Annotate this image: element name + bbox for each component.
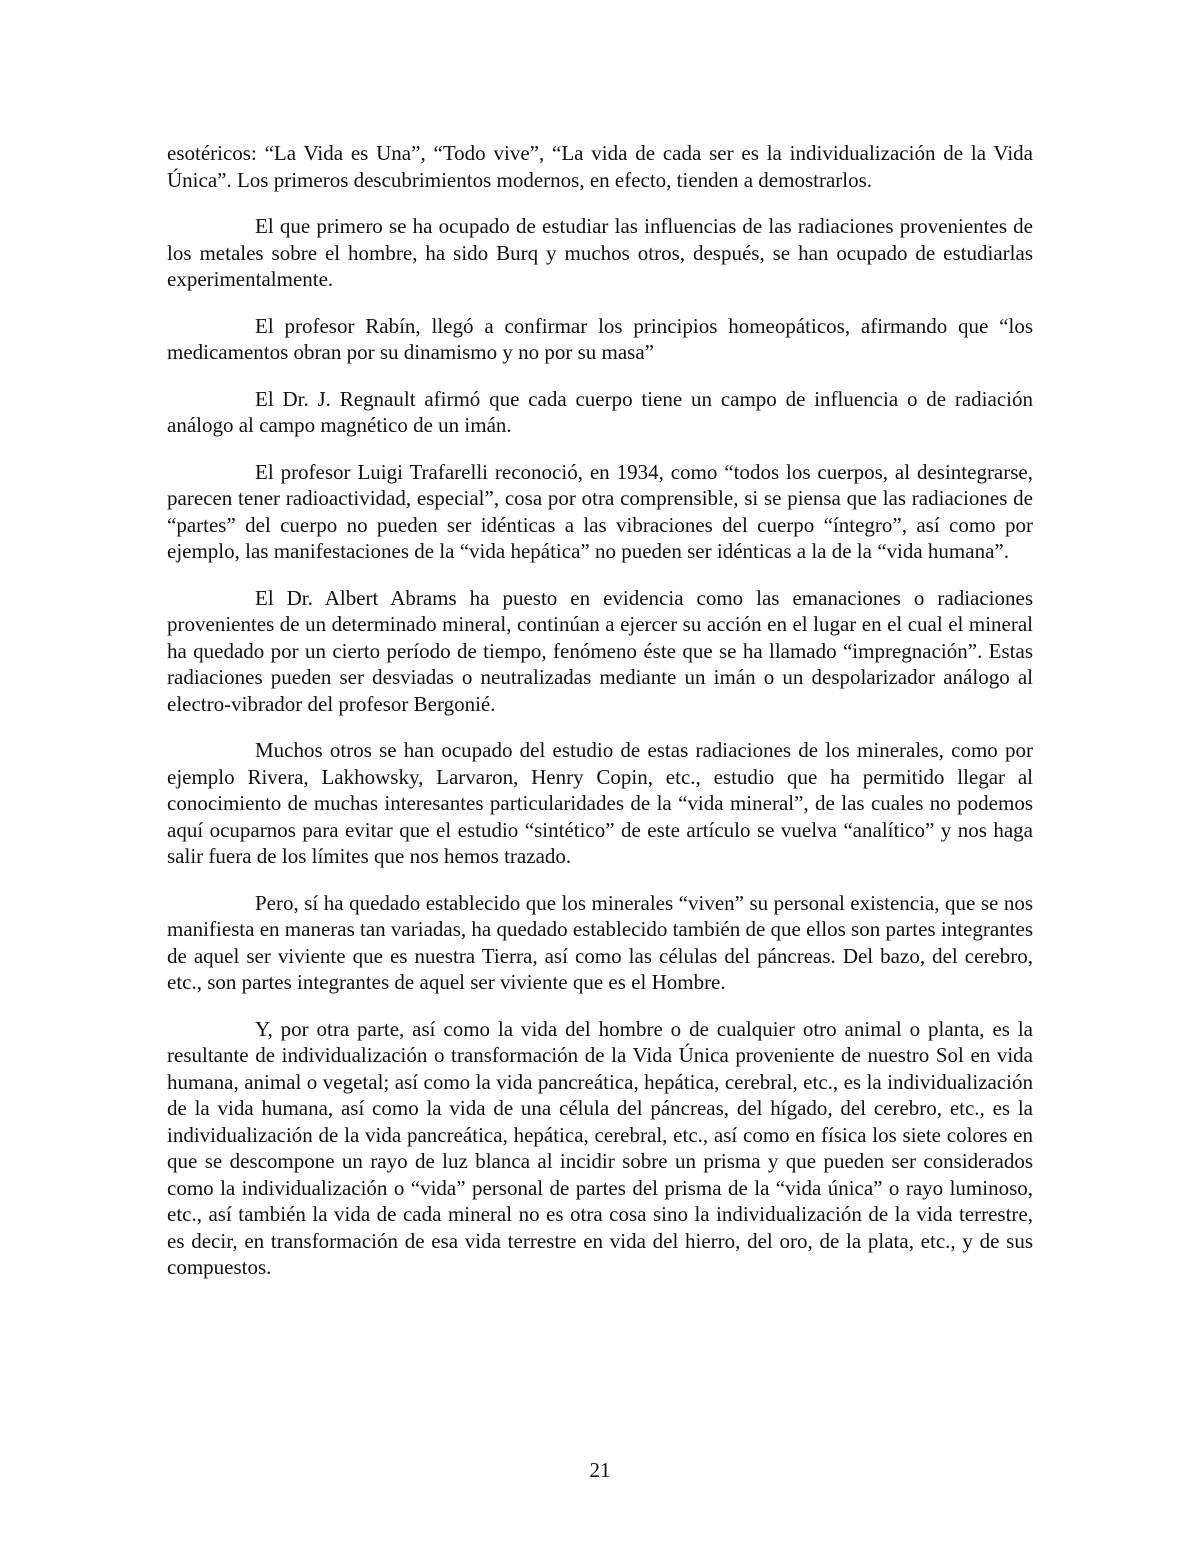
body-text	[167, 140, 1033, 1301]
paragraph-1: esotéricos: “La Vida es Una”, “Todo vive”, “La vida de cada ser es la individualización de la Vida Única”. Los primeros descubrimientos modernos, en efecto, tienden a demostrarlos.	[167, 141, 1033, 192]
paragraph-5: El profesor Luigi Trafarelli reconoció, en 1934, como “todos los cuerpos, al desintegrarse, parecen tener radioactividad, especial”, cosa por otra comprensible, si se piensa que las radiaciones de “partes” del cuerpo no pueden ser idénticas a las vibraciones del cuerpo “íntegro”, así como por ejemplo, las manifestaciones de la “vida hepática” no pueden ser idénticas a la de la “vida humana”.	[167, 459, 1033, 563]
paragraph-9: Y, por otra parte, así como la vida del hombre o de cualquier otro animal o planta, es la resultante de individualización o transformación de la Vida Única proveniente de nuestro Sol en vida humana, animal o vegetal; así como la vida pancreática, hepática, cerebral, etc., es la individualización de la vida humana, así como la vida de una célula del páncreas, del hígado, del cerebro, etc., es la individualización de la vida pancreática, hepática, cerebral, etc., así como en física los siete colores en que se descompone un rayo de luz blanca al incidir sobre un prisma y que pueden ser considerados como la individualización o “vida” personal de partes del prisma de la “vida única” o rayo luminoso, etc., así también la vida de cada mineral no es otra cosa sino la individualización de la vida terrestre, es decir, en transformación de esa vida terrestre en vida del hierro, del oro, de la plata, etc., y de sus compuestos.	[167, 1016, 1033, 1279]
paragraph-2: El que primero se ha ocupado de estudiar las influencias de las radiaciones provenientes de los metales sobre el hombre, ha sido Burq y muchos otros, después, se han ocupado de estudiarlas experimentalmente.	[167, 214, 1033, 291]
page-number: 21	[589, 1458, 611, 1482]
paragraph-7: Muchos otros se han ocupado del estudio de estas radiaciones de los minerales, como por ejemplo Rivera, Lakhowsky, Larvaron, Henry Copin, etc., estudio que ha permitido llegar al conocimiento de muchas interesantes particularidades de la “vida mineral”, de las cuales no podemos aquí ocuparnos para evitar que el estudio “sintético” de este artículo se vuelva “analítico” y nos haga salir fuera de los límites que nos hemos trazado.	[167, 738, 1033, 868]
paragraph-6: El Dr. Albert Abrams ha puesto en evidencia como las emanaciones o radiaciones provenientes de un determinado mineral, continúan a ejercer su acción en el lugar en el cual el mineral ha quedado por un cierto período de tiempo, fenómeno éste que se ha llamado “impregnación”. Estas radiaciones pueden ser desviadas o neutralizadas mediante un imán o un despolarizador análogo al electro-vibrador del profesor Bergonié.	[167, 585, 1033, 716]
paragraph-4: El Dr. J. Regnault afirmó que cada cuerpo tiene un campo de influencia o de radiación análogo al campo magnético de un imán.	[167, 386, 1033, 437]
paragraph-8: Pero, sí ha quedado establecido que los minerales “viven” su personal existencia, que se nos manifiesta en maneras tan variadas, ha quedado establecido también de que ellos son partes integrantes de aquel ser viviente que es nuestra Tierra, así como las células del páncreas. Del bazo, del cerebro, etc., son partes integrantes de aquel ser viviente que es el Hombre.	[167, 890, 1033, 994]
paragraph-3: El profesor Rabín, llegó a confirmar los principios homeopáticos, afirmando que “los medicamentos obran por su dinamismo y no por su masa”	[167, 313, 1033, 364]
